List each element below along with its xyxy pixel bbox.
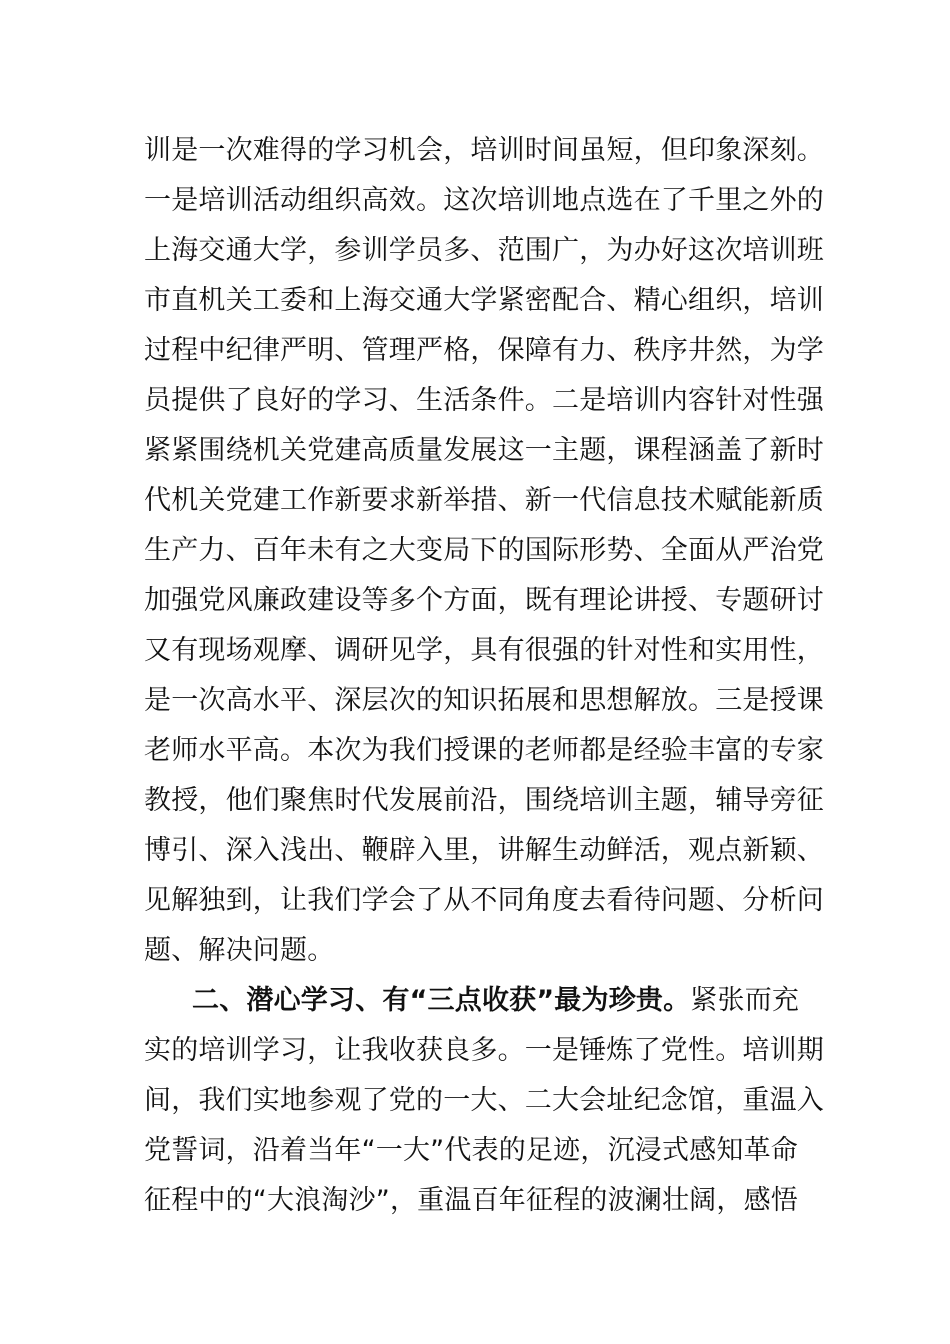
paragraph-line: 间，我们实地参观了党的一大、二大会址纪念馆，重温入 <box>144 1085 824 1116</box>
section-heading-continuation: 紧张而充 <box>690 985 800 1016</box>
section-heading-line <box>144 976 824 1026</box>
paragraph-line: 教授，他们聚焦时代发展前沿，围绕培训主题，辅导旁征 <box>144 785 824 816</box>
paragraph-line: 生产力、百年未有之大变局下的国际形势、全面从严治党 <box>144 535 824 566</box>
paragraph-line: 党誓词，沿着当年“一大”代表的足迹，沉浸式感知革命 <box>144 1135 798 1166</box>
paragraph-line: 又有现场观摩、调研见学，具有很强的针对性和实用性， <box>144 635 824 666</box>
paragraph-line: 实的培训学习，让我收获良多。一是锤炼了党性。培训期 <box>144 1035 824 1066</box>
paragraph-line: 老师水平高。本次为我们授课的老师都是经验丰富的专家 <box>144 735 824 766</box>
section-heading: 二、潜心学习、有“三点收获”最为珍贵。 <box>192 985 691 1016</box>
paragraph-line: 加强党风廉政建设等多个方面，既有理论讲授、专题研讨 <box>144 585 824 616</box>
paragraph-line: 是一次高水平、深层次的知识拓展和思想解放。三是授课 <box>144 685 824 716</box>
paragraph-line: 征程中的“大浪淘沙”，重温百年征程的波澜壮阔，感悟 <box>144 1185 798 1216</box>
paragraph-line: 员提供了良好的学习、生活条件。二是培训内容针对性强 <box>144 385 824 416</box>
paragraph-line: 过程中纪律严明、管理严格，保障有力、秩序井然，为学 <box>144 335 824 366</box>
document-body <box>144 126 824 1226</box>
paragraph-line: 见解独到，让我们学会了从不同角度去看待问题、分析问 <box>144 885 824 916</box>
paragraph-line: 训是一次难得的学习机会，培训时间虽短，但印象深刻。 <box>144 135 824 166</box>
paragraph-line: 博引、深入浅出、鞭辟入里，讲解生动鲜活，观点新颖、 <box>144 835 824 866</box>
paragraph-line: 代机关党建工作新要求新举措、新一代信息技术赋能新质 <box>144 485 824 516</box>
paragraph-line: 紧紧围绕机关党建高质量发展这一主题，课程涵盖了新时 <box>144 435 824 466</box>
paragraph-line: 上海交通大学，参训学员多、范围广，为办好这次培训班 <box>144 235 824 266</box>
paragraph-line: 题、解决问题。 <box>144 935 335 966</box>
paragraph-line: 市直机关工委和上海交通大学紧密配合、精心组织，培训 <box>144 285 824 316</box>
paragraph-line: 一是培训活动组织高效。这次培训地点选在了千里之外的 <box>144 185 824 216</box>
